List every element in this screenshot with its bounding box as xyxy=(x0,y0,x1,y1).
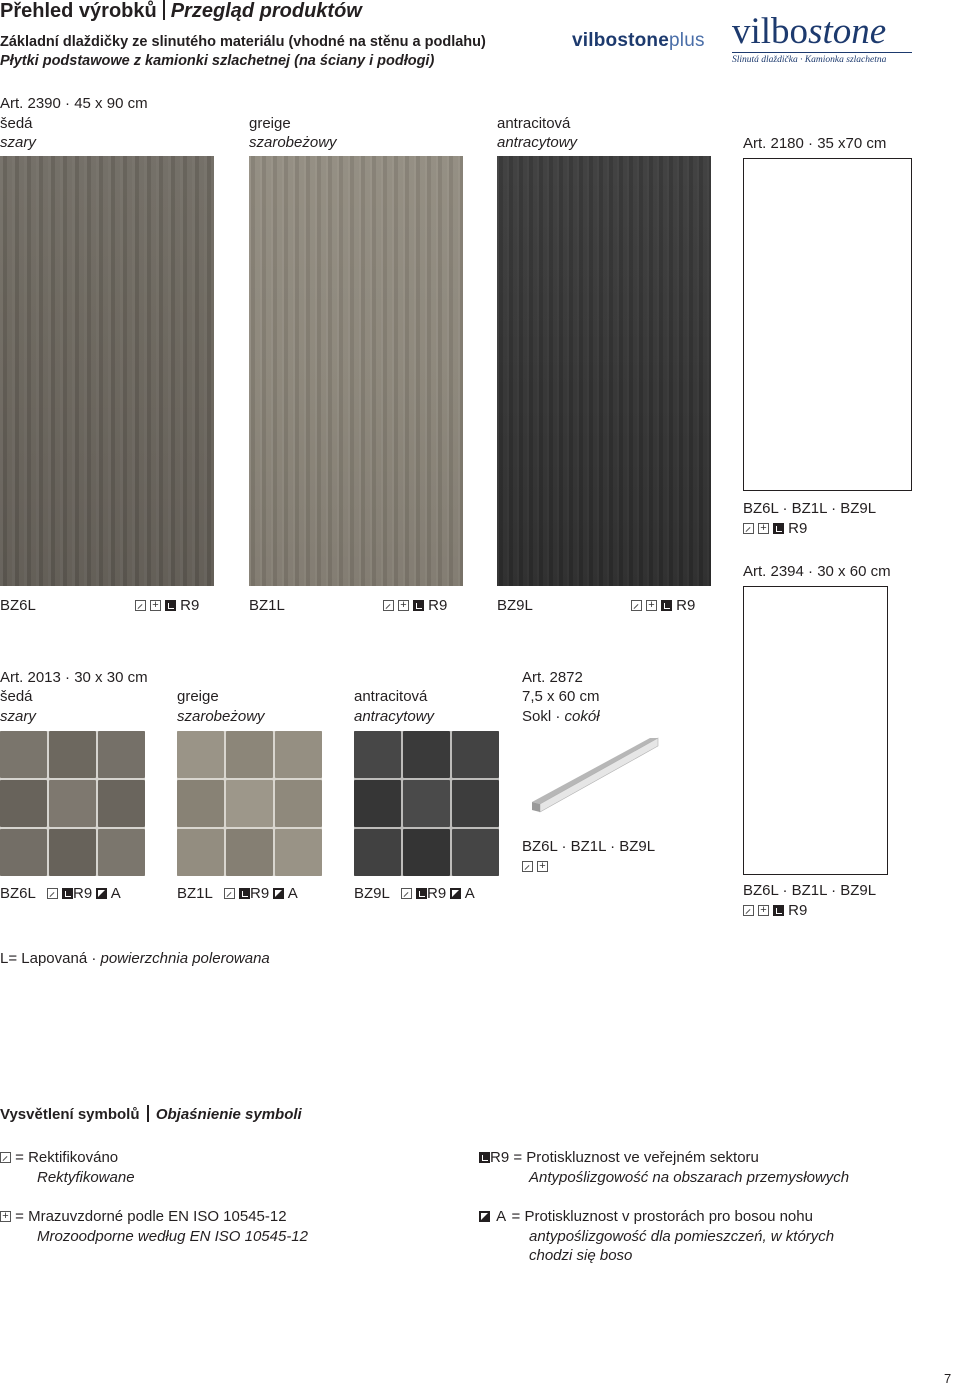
art-2390-label: Art. 2390 · 45 x 90 cm xyxy=(0,95,148,112)
barefoot-slip-icon xyxy=(273,888,284,899)
mosaic-anthracite-symbols xyxy=(401,884,475,903)
tile-anthracite-name-cz: antracitová xyxy=(497,115,571,132)
frost-resistant-icon xyxy=(758,905,769,916)
legend-r9-cz: = Protiskluznost ve veřejném sektoru xyxy=(513,1149,759,1166)
tile-grey-name-cz: šedá xyxy=(0,115,33,132)
legend-title xyxy=(0,1105,302,1124)
mosaic-greige-name-cz: greige xyxy=(177,688,219,705)
art-2872-size: 7,5 x 60 cm xyxy=(522,688,600,705)
tile-anthracite-image xyxy=(497,156,711,586)
mosaic-greige-name-pl: szarobeżowy xyxy=(177,708,265,725)
frost-resistant-icon xyxy=(150,600,161,611)
tile-greige-name-cz: greige xyxy=(249,115,291,132)
art-2872-symbols xyxy=(522,857,548,876)
title-separator xyxy=(163,0,165,20)
tile-grey-code: BZ6L xyxy=(0,597,36,614)
rectified-icon xyxy=(631,600,642,611)
art-2394-codes: BZ6L · BZ1L · BZ9L xyxy=(743,882,877,899)
page-title xyxy=(0,0,362,22)
art-2180-label: Art. 2180 · 35 x70 cm xyxy=(743,135,887,152)
slip-resistance-icon xyxy=(479,1152,490,1163)
logo-brand-italic: stone xyxy=(808,11,887,52)
page-number: 7 xyxy=(944,1371,952,1386)
art-2013-label: Art. 2013 · 30 x 30 cm xyxy=(0,669,148,686)
tile-anthracite-name-pl: antracytowy xyxy=(497,134,578,151)
legend-a-cz: = Protiskluznost v prostorách pro bosou nohu xyxy=(511,1208,813,1225)
legend-title-separator xyxy=(147,1105,149,1122)
rectified-icon xyxy=(224,888,235,899)
mosaic-grey-slip: R9 xyxy=(73,885,93,902)
art-2394-slip: R9 xyxy=(788,902,808,919)
legend-frost-cz: = Mrazuvzdorné podle EN ISO 10545-12 xyxy=(15,1208,287,1225)
mosaic-grey-name-cz: šedá xyxy=(0,688,33,705)
art-2872-codes: BZ6L · BZ1L · BZ9L xyxy=(522,838,656,855)
legend-frost-pl: Mrozoodporne według EN ISO 10545-12 xyxy=(37,1228,308,1245)
tile-greige-name-pl: szarobeżowy xyxy=(249,134,337,151)
art-2180-codes: BZ6L · BZ1L · BZ9L xyxy=(743,500,877,517)
logo-plus-suffix: plus xyxy=(669,30,705,51)
tile-grey-symbols xyxy=(135,596,199,615)
mosaic-grey-barefoot: A xyxy=(110,885,121,902)
barefoot-slip-icon xyxy=(479,1211,490,1222)
art-2394-label: Art. 2394 · 30 x 60 cm xyxy=(743,563,891,580)
tile-grey-slip: R9 xyxy=(180,597,200,614)
tile-grey-name-pl: szary xyxy=(0,134,36,151)
art-2394-outline xyxy=(743,586,888,875)
logo-brand-main: vilbo xyxy=(732,11,809,52)
legend-a-pl2: chodzi się boso xyxy=(529,1247,633,1264)
mosaic-anthracite-name-cz: antracitová xyxy=(354,688,428,705)
legend-rectified-cz: = Rektifikováno xyxy=(15,1149,119,1166)
subtitle-cz: Základní dlaždičky ze slinutého materiálu (vhodné na stěnu a podlahu) xyxy=(0,34,486,50)
slip-resistance-icon xyxy=(773,905,784,916)
subtitle-pl: Płytki podstawowe z kamionki szlachetnej (na ściany i podłogi) xyxy=(0,53,435,69)
slip-resistance-icon xyxy=(661,600,672,611)
rectified-icon xyxy=(135,600,146,611)
mosaic-grey-image xyxy=(0,731,145,876)
slip-resistance-icon xyxy=(416,888,427,899)
slip-resistance-icon xyxy=(773,523,784,534)
lapped-note-italic: powierzchnia polerowana xyxy=(100,950,270,967)
rectified-icon xyxy=(743,523,754,534)
frost-resistant-icon xyxy=(398,600,409,611)
logo-tagline: Slinutá dlaždička · Kamionka szlachetna xyxy=(732,52,912,65)
legend-r9-code: R9 xyxy=(490,1149,510,1166)
vilbostone-logo xyxy=(732,12,912,65)
tile-greige-slip: R9 xyxy=(428,597,448,614)
tile-anthracite-symbols xyxy=(631,596,695,615)
rectified-icon xyxy=(522,861,533,872)
mosaic-grey-symbols xyxy=(47,884,121,903)
mosaic-greige-code: BZ1L xyxy=(177,885,213,902)
tile-greige-symbols xyxy=(383,596,447,615)
tile-anthracite-code: BZ9L xyxy=(497,597,533,614)
mosaic-anthracite-image xyxy=(354,731,499,876)
legend-r9-pl: Antypoślizgowość na obszarach przemysłowych xyxy=(529,1169,850,1186)
rectified-icon xyxy=(743,905,754,916)
art-2180-slip: R9 xyxy=(788,520,808,537)
lapped-note xyxy=(0,949,270,968)
legend-a xyxy=(479,1207,813,1226)
frost-resistant-icon xyxy=(0,1211,11,1222)
legend-a-pl1: antypoślizgowość dla pomieszczeń, w których xyxy=(529,1228,835,1245)
title-cz: Přehled výrobků xyxy=(0,0,157,22)
mosaic-anthracite-barefoot: A xyxy=(464,885,475,902)
logo-plus-main: vilbostone xyxy=(572,30,670,51)
tile-greige-code: BZ1L xyxy=(249,597,285,614)
art-2872-label: Art. 2872 xyxy=(522,669,583,686)
lapped-note-prefix: L= Lapovaná · xyxy=(0,950,97,967)
legend-frost xyxy=(0,1207,287,1226)
barefoot-slip-icon xyxy=(96,888,107,899)
legend-rectified-pl: Rektyfikowane xyxy=(37,1169,135,1186)
barefoot-slip-icon xyxy=(450,888,461,899)
slip-resistance-icon xyxy=(413,600,424,611)
tile-anthracite-slip: R9 xyxy=(676,597,696,614)
skirting-image xyxy=(522,732,662,820)
tile-grey-image xyxy=(0,156,214,586)
mosaic-greige-symbols xyxy=(224,884,298,903)
legend-title-cz: Vysvětlení symbolů xyxy=(0,1106,140,1123)
vilbostone-plus-logo xyxy=(572,30,705,52)
mosaic-greige-barefoot: A xyxy=(287,885,298,902)
slip-resistance-icon xyxy=(165,600,176,611)
frost-resistant-icon xyxy=(758,523,769,534)
mosaic-greige-slip: R9 xyxy=(250,885,270,902)
legend-a-code: A xyxy=(496,1208,506,1225)
legend-rectified xyxy=(0,1148,118,1167)
frost-resistant-icon xyxy=(646,600,657,611)
art-2180-outline xyxy=(743,158,912,491)
rectified-icon xyxy=(0,1152,11,1163)
rectified-icon xyxy=(47,888,58,899)
mosaic-grey-name-pl: szary xyxy=(0,708,36,725)
rectified-icon xyxy=(383,600,394,611)
mosaic-anthracite-slip: R9 xyxy=(427,885,447,902)
frost-resistant-icon xyxy=(537,861,548,872)
legend-r9 xyxy=(479,1148,759,1167)
slip-resistance-icon xyxy=(239,888,250,899)
mosaic-grey-code: BZ6L xyxy=(0,885,36,902)
art-2180-symbols xyxy=(743,519,807,538)
art-2394-symbols xyxy=(743,901,807,920)
title-pl: Przegląd produktów xyxy=(170,0,362,22)
skirting-name-cz: Sokl · xyxy=(522,708,561,725)
slip-resistance-icon xyxy=(62,888,73,899)
skirting-name-pl: cokół xyxy=(564,708,600,725)
mosaic-anthracite-name-pl: antracytowy xyxy=(354,708,435,725)
art-2872-name xyxy=(522,707,600,726)
tile-greige-image xyxy=(249,156,463,586)
rectified-icon xyxy=(401,888,412,899)
mosaic-greige-image xyxy=(177,731,322,876)
mosaic-anthracite-code: BZ9L xyxy=(354,885,390,902)
legend-title-pl: Objaśnienie symboli xyxy=(155,1106,302,1123)
